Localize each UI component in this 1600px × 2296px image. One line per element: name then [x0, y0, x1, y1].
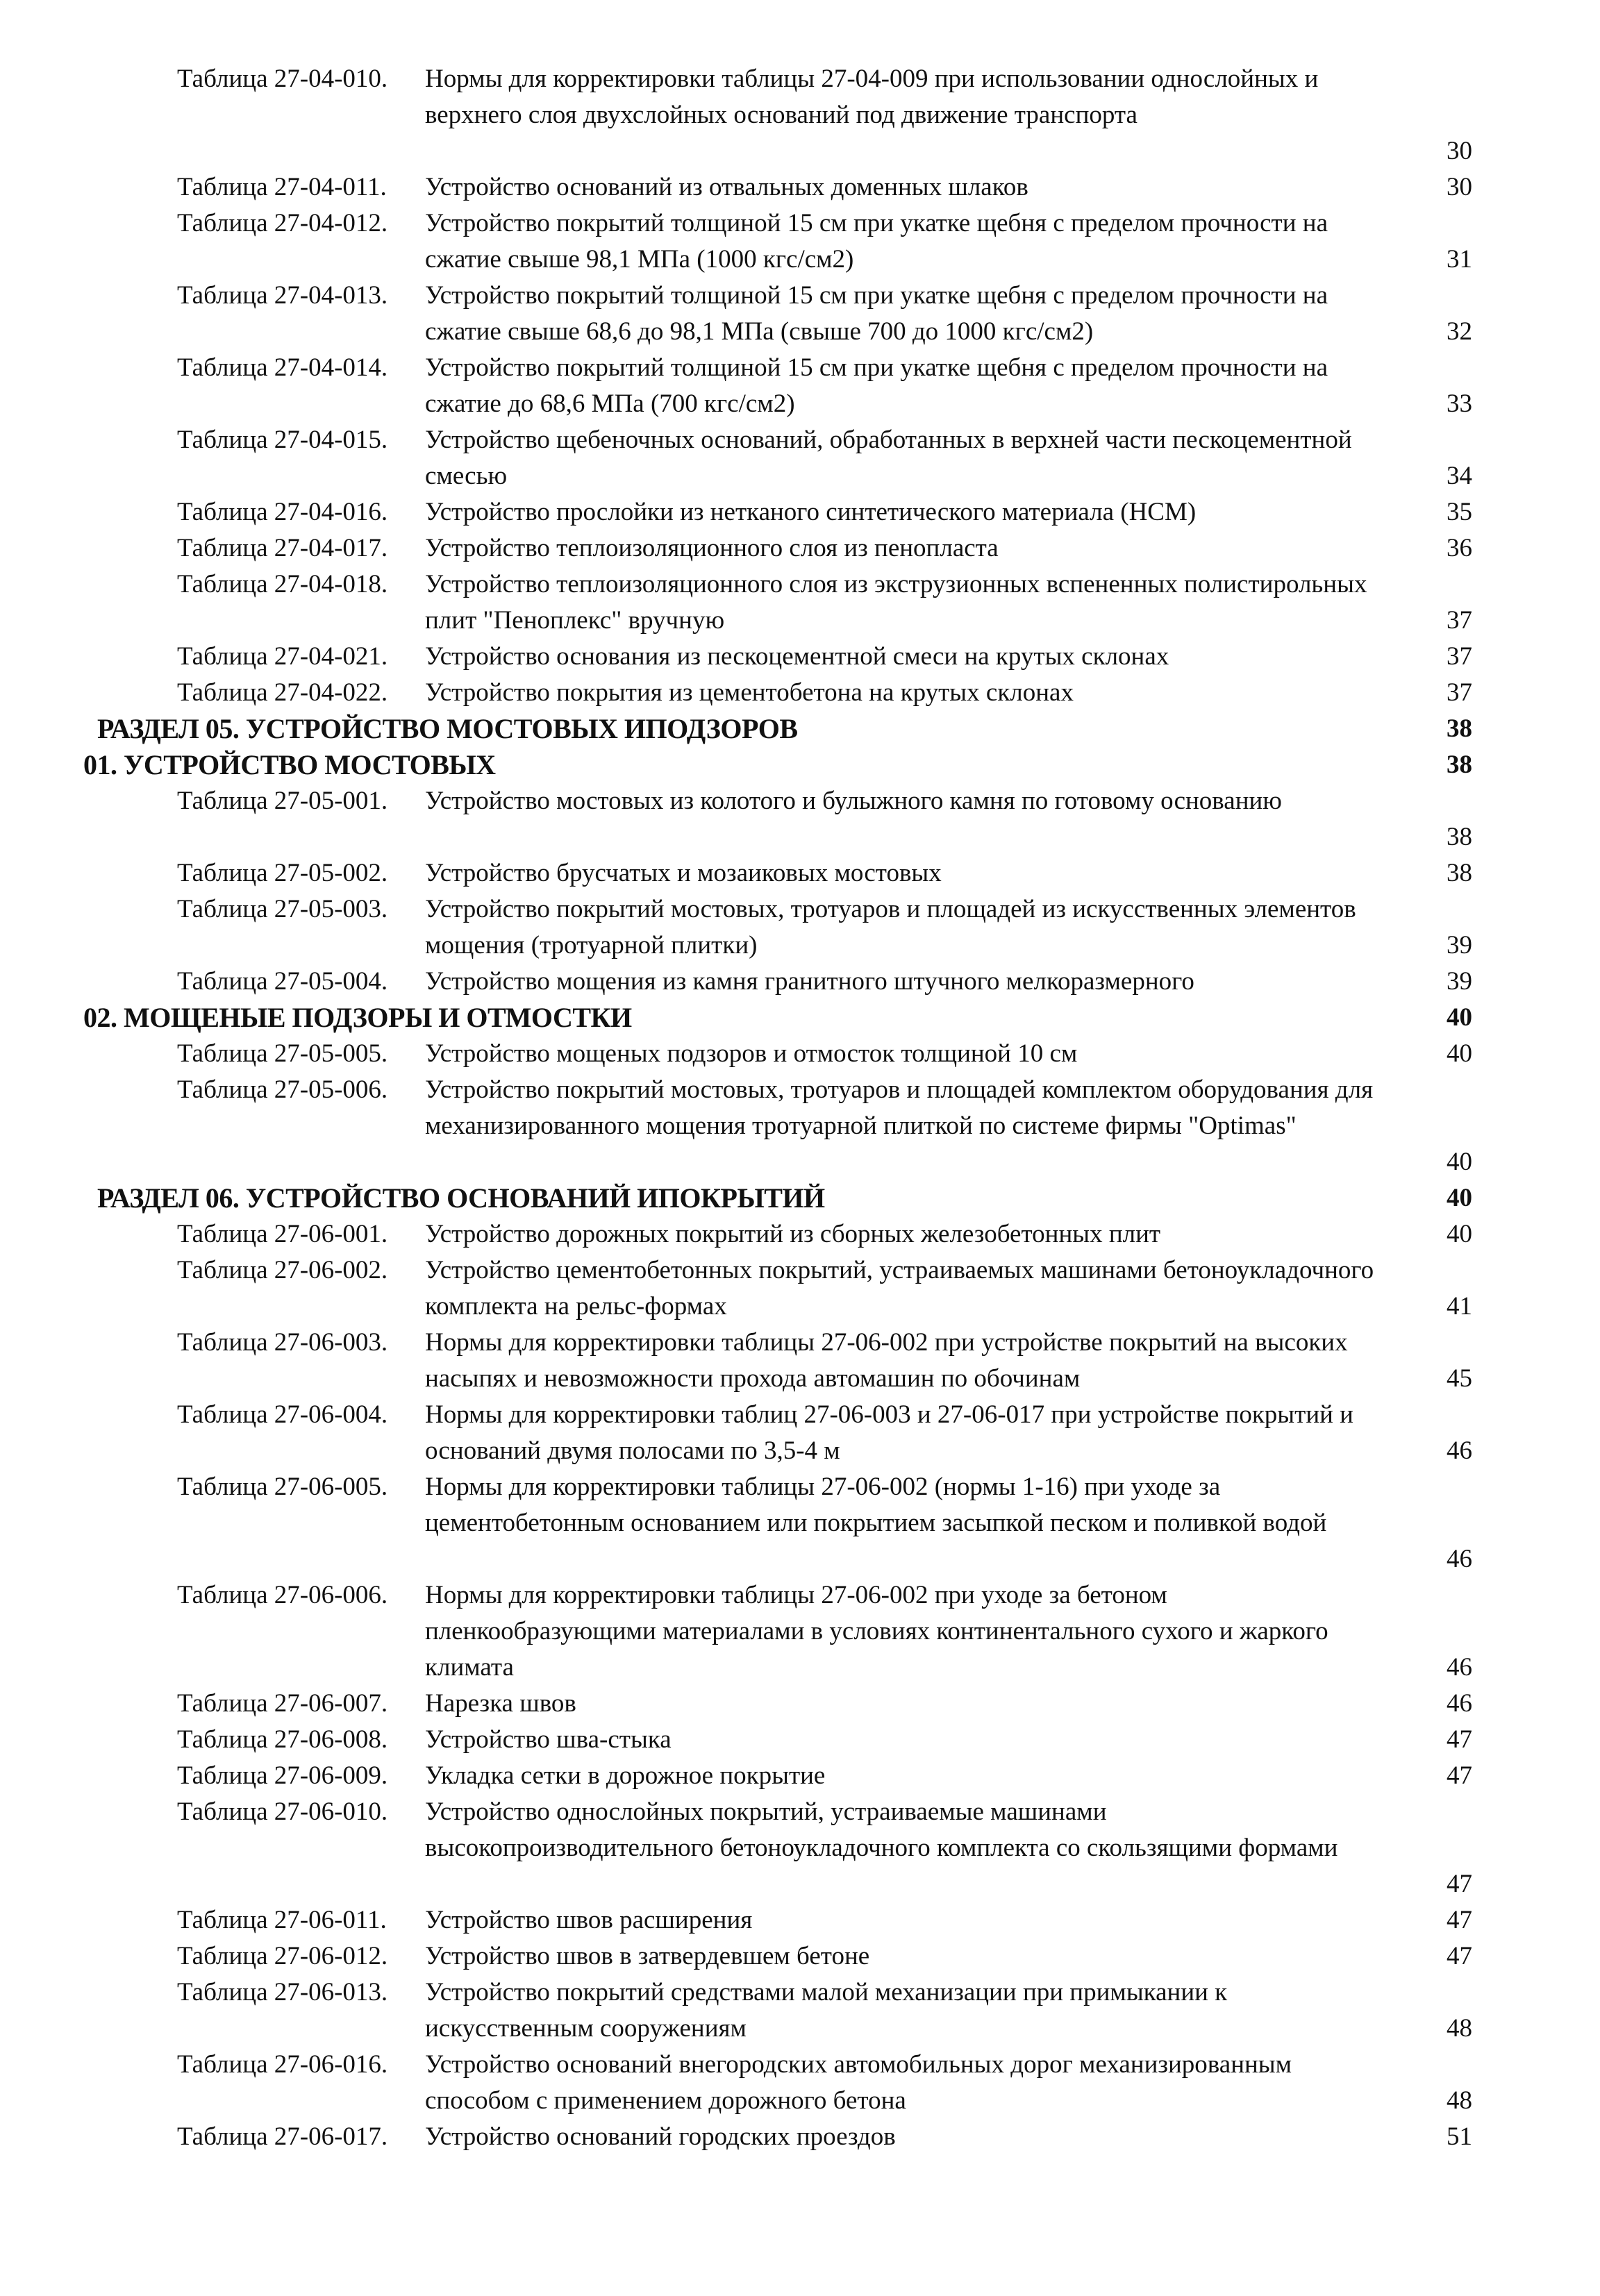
toc-entry: [0, 206, 1600, 278]
toc-entry: [0, 1036, 1600, 1072]
toc-entry-code: Таблица 27-04-017.: [177, 534, 388, 562]
page-number: 46: [1447, 1653, 1472, 1682]
toc-entry-title: Устройство прослойки из нетканого синтетического материала (НСМ): [425, 498, 1197, 526]
toc-entry-title: Устройство покрытия из цементобетона на крутых склонах: [425, 678, 1074, 707]
section-title: РАЗДЕЛ 05. УСТРОЙСТВО МОСТОВЫХ ИПОДЗОРОВ: [97, 713, 798, 744]
page-number: 39: [1447, 931, 1472, 960]
page-number: 31: [1447, 245, 1472, 274]
toc-entry: [0, 278, 1600, 350]
toc-entry: [0, 169, 1600, 206]
page-number: 48: [1447, 2014, 1472, 2043]
toc-entry-title: Устройство дорожных покрытий из сборных железобетонных плит: [425, 1220, 1161, 1248]
toc-entry-code: Таблица 27-05-004.: [177, 967, 388, 996]
toc-entry: [0, 675, 1600, 711]
toc-entry: [0, 639, 1600, 675]
page-number: 40: [1447, 1184, 1472, 1212]
toc-entry: [0, 1577, 1600, 1686]
page-number: 47: [1447, 1870, 1472, 1898]
page-number: 51: [1447, 2122, 1472, 2151]
toc-entry: [0, 1397, 1600, 1469]
page-number: 45: [1447, 1364, 1472, 1393]
toc-entry-code: Таблица 27-06-013.: [177, 1978, 388, 2006]
toc-entry-code: Таблица 27-04-013.: [177, 281, 388, 310]
toc-entry-title: Устройство цементобетонных покрытий, устраиваемых машинами бетоноукладочного комплекта на рельс-формах: [425, 1256, 1374, 1321]
page-number: 37: [1447, 642, 1472, 671]
toc-entry-code: Таблица 27-05-003.: [177, 895, 388, 923]
toc-entry-title: Устройство покрытий толщиной 15 см при укатке щебня с пределом прочности на сжатие свыше 68,6 до 98,1 МПа (свыше 700 до 1000 кгс/см2): [425, 281, 1328, 346]
toc-entry-code: Таблица 27-04-010.: [177, 65, 388, 93]
page-number: 40: [1447, 1148, 1472, 1176]
toc-entry-title: Устройство покрытий средствами малой механизации при примыкании к искусственным сооружениям: [425, 1978, 1228, 2043]
toc-entry-code: Таблица 27-04-018.: [177, 570, 388, 598]
toc-entry-title: Устройство шва-стыка: [425, 1725, 672, 1754]
toc-entry: [0, 1325, 1600, 1397]
toc-entry: [0, 1794, 1600, 1902]
page-number: 38: [1447, 714, 1472, 743]
subsection-title: 02. МОЩЕНЫЕ ПОДЗОРЫ И ОТМОСТКИ: [83, 1002, 632, 1033]
toc-entry-title: Устройство щебеночных оснований, обработанных в верхней части пескоцементной смесью: [425, 426, 1352, 490]
toc-entry-title: Устройство брусчатых и мозаиковых мостовых: [425, 859, 942, 887]
toc-entry-title: Нормы для корректировки таблицы 27-06-002 (нормы 1-16) при уходе за цементобетонным основанием или покрытием засыпкой песком и поливкой водой: [425, 1473, 1327, 1537]
toc-entry-title: Устройство оснований городских проездов: [425, 2122, 896, 2151]
toc-entry-code: Таблица 27-04-011.: [177, 173, 387, 201]
page-number: 38: [1447, 859, 1472, 887]
toc-entry-code: Таблица 27-04-021.: [177, 642, 388, 671]
toc-entry-title: Устройство швов расширения: [425, 1906, 753, 1934]
toc-entry-title: Устройство оснований из отвальных доменных шлаков: [425, 173, 1028, 201]
toc-entry-title: Нормы для корректировки таблиц 27-06-003 и 27-06-017 при устройстве покрытий и оснований двумя полосами по 3,5-4 м: [425, 1400, 1353, 1465]
toc-entry-title: Нормы для корректировки таблицы 27-04-009 при использовании однослойных и верхнего слоя двухслойных оснований под движение транспорта: [425, 65, 1319, 129]
toc-entry-title: Нормы для корректировки таблицы 27-06-002 при уходе за бетоном пленкообразующими материалами в условиях континентального сухого и жаркого климата: [425, 1581, 1328, 1682]
toc-entry: [0, 1252, 1600, 1325]
toc-entry: [0, 1758, 1600, 1794]
toc-entry-code: Таблица 27-06-004.: [177, 1400, 388, 1429]
toc-entry: [0, 422, 1600, 494]
page-number: 33: [1447, 389, 1472, 418]
toc-entry-code: Таблица 27-06-009.: [177, 1761, 388, 1790]
toc-entry: [0, 1686, 1600, 1722]
toc-entry-code: Таблица 27-06-017.: [177, 2122, 388, 2151]
toc-entry-title: Устройство швов в затвердевшем бетоне: [425, 1942, 870, 1970]
page-number: 37: [1447, 678, 1472, 707]
toc-entry-code: Таблица 27-06-008.: [177, 1725, 388, 1754]
page-number: 47: [1447, 1761, 1472, 1790]
toc-entry-code: Таблица 27-05-006.: [177, 1075, 388, 1104]
toc-entry-title: Устройство теплоизоляционного слоя из экструзионных вспененных полистирольных плит "Пеноплекс" вручную: [425, 570, 1367, 635]
toc-entry-code: Таблица 27-04-015.: [177, 426, 388, 454]
toc-entry: [0, 2047, 1600, 2119]
toc-entry-title: Устройство покрытий толщиной 15 см при укатке щебня с пределом прочности на сжатие свыше 98,1 МПа (1000 кгс/см2): [425, 209, 1328, 274]
toc-entry: [0, 61, 1600, 169]
page-number: 47: [1447, 1906, 1472, 1934]
toc-entry-title: Устройство основания из пескоцементной смеси на крутых склонах: [425, 642, 1169, 671]
page-number: 46: [1447, 1689, 1472, 1718]
page-number: 40: [1447, 1039, 1472, 1068]
toc-entry: [0, 1902, 1600, 1938]
toc-entry-code: Таблица 27-04-012.: [177, 209, 388, 237]
toc-entry-title: Устройство мощения из камня гранитного штучного мелкоразмерного: [425, 967, 1194, 996]
toc-entry-code: Таблица 27-06-012.: [177, 1942, 388, 1970]
toc-entry: [0, 494, 1600, 530]
toc-entry-title: Устройство мостовых из колотого и булыжного камня по готовому основанию: [425, 787, 1282, 815]
page-number: 47: [1447, 1725, 1472, 1754]
page-number: 40: [1447, 1220, 1472, 1248]
toc-entry: [0, 1722, 1600, 1758]
toc-entry-title: Устройство покрытий мостовых, тротуаров и площадей комплектом оборудования для механизированного мощения тротуарной плиткой по системе фирмы "Optimas": [425, 1075, 1374, 1140]
toc-entry: [0, 567, 1600, 639]
toc-subsection-heading: [0, 1000, 1600, 1036]
page-number: 34: [1447, 462, 1472, 490]
toc-entry-code: Таблица 27-06-001.: [177, 1220, 388, 1248]
toc-entry-code: Таблица 27-06-007.: [177, 1689, 388, 1718]
toc-entry-code: Таблица 27-05-001.: [177, 787, 388, 815]
toc-entry: [0, 2119, 1600, 2155]
toc-entry-code: Таблица 27-06-003.: [177, 1328, 388, 1357]
page-number: 37: [1447, 606, 1472, 635]
toc-entry: [0, 1469, 1600, 1577]
toc-entry-title: Нарезка швов: [425, 1689, 576, 1718]
page-number: 35: [1447, 498, 1472, 526]
toc-entry-code: Таблица 27-05-005.: [177, 1039, 388, 1068]
toc-entry-title: Устройство покрытий толщиной 15 см при укатке щебня с пределом прочности на сжатие до 68,6 МПа (700 кгс/см2): [425, 353, 1328, 418]
page-number: 41: [1447, 1292, 1472, 1321]
toc-entry: [0, 855, 1600, 891]
toc-entry-code: Таблица 27-04-016.: [177, 498, 388, 526]
page-number: 48: [1447, 2086, 1472, 2115]
toc-entry: [0, 1975, 1600, 2047]
page-number: 46: [1447, 1545, 1472, 1573]
page-number: 30: [1447, 173, 1472, 201]
toc-entry-title: Устройство теплоизоляционного слоя из пенопласта: [425, 534, 999, 562]
toc-entry: [0, 1072, 1600, 1180]
toc-entry-title: Укладка сетки в дорожное покрытие: [425, 1761, 826, 1790]
toc-entry: [0, 891, 1600, 964]
toc-entry-code: Таблица 27-06-011.: [177, 1906, 387, 1934]
toc-entry-code: Таблица 27-06-002.: [177, 1256, 388, 1284]
page-number: 47: [1447, 1942, 1472, 1970]
page-number: 38: [1447, 751, 1472, 779]
toc-entry-title: Нормы для корректировки таблицы 27-06-002 при устройстве покрытий на высоких насыпях и невозможности прохода автомашин по обочинам: [425, 1328, 1348, 1393]
toc-entry-code: Таблица 27-04-014.: [177, 353, 388, 382]
toc-entry-code: Таблица 27-06-016.: [177, 2050, 388, 2079]
page-number: 39: [1447, 967, 1472, 996]
toc-entry: [0, 964, 1600, 1000]
page-number: 30: [1447, 137, 1472, 165]
toc-entry: [0, 1938, 1600, 1975]
toc-entry: [0, 530, 1600, 567]
toc-entry: [0, 350, 1600, 422]
toc-entry-title: Устройство покрытий мостовых, тротуаров и площадей из искусственных элементов мощения (тротуарной плитки): [425, 895, 1356, 960]
toc-entry: [0, 783, 1600, 855]
toc-entry-title: Устройство однослойных покрытий, устраиваемые машинами высокопроизводительного бетоноукладочного комплекта со скользящими формами: [425, 1798, 1338, 1862]
page-number: 46: [1447, 1436, 1472, 1465]
toc-entry-code: Таблица 27-06-010.: [177, 1798, 388, 1826]
toc-entry-code: Таблица 27-06-006.: [177, 1581, 388, 1609]
page-number: 40: [1447, 1003, 1472, 1032]
toc-section-heading: [0, 711, 1600, 747]
subsection-title: 01. УСТРОЙСТВО МОСТОВЫХ: [83, 749, 496, 780]
page-number: 32: [1447, 317, 1472, 346]
page-number: 36: [1447, 534, 1472, 562]
toc-entry-code: Таблица 27-04-022.: [177, 678, 388, 707]
toc-entry-code: Таблица 27-06-005.: [177, 1473, 388, 1501]
toc-subsection-heading: [0, 747, 1600, 783]
page-number: 38: [1447, 823, 1472, 851]
toc-entry-code: Таблица 27-05-002.: [177, 859, 388, 887]
toc-section-heading: [0, 1180, 1600, 1216]
section-title: РАЗДЕЛ 06. УСТРОЙСТВО ОСНОВАНИЙ ИПОКРЫТИЙ: [97, 1182, 825, 1214]
toc-entry-title: Устройство оснований внегородских автомобильных дорог механизированным способом с применением дорожного бетона: [425, 2050, 1292, 2115]
toc-entry-title: Устройство мощеных подзоров и отмосток толщиной 10 см: [425, 1039, 1078, 1068]
toc-entry: [0, 1216, 1600, 1252]
